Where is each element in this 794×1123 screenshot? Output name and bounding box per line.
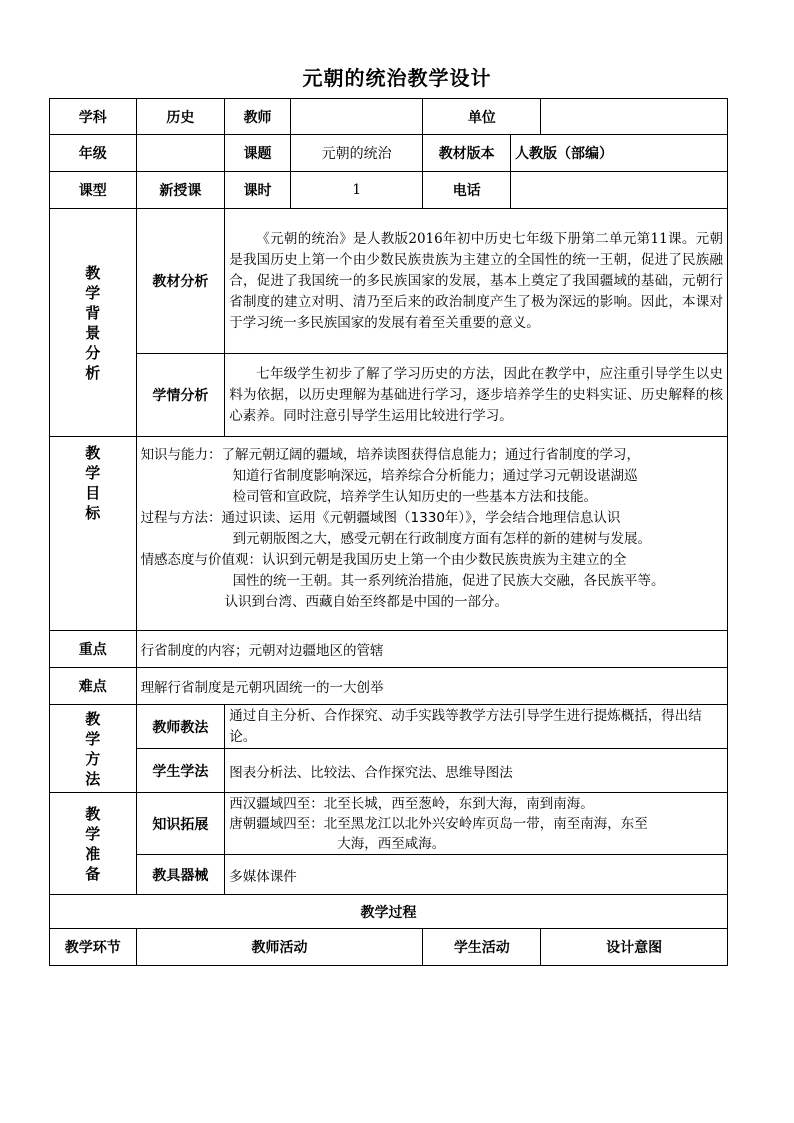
knowledge-label: 知识拓展 [136, 793, 225, 855]
type-label: 课型 [50, 172, 137, 209]
knowledge-line: 大海，西至咸海。 [337, 835, 446, 852]
goal-line: 知道行省制度影响深远，培养综合分析能力；通过学习元朝设谌湖巡 [232, 468, 638, 484]
difficulty-label: 难点 [50, 668, 137, 705]
teacher-value [290, 99, 422, 135]
key-point-label: 重点 [50, 631, 137, 668]
goal-line: 认识到台湾、西藏自始至终都是中国的一部分。 [224, 594, 509, 610]
textbook-analysis-row [50, 209, 728, 354]
student-method-text: 图表分析法、比较法、合作探究法、思维导图法 [225, 749, 728, 793]
difficulty-row [50, 668, 728, 705]
hours-label: 课时 [225, 172, 291, 209]
header-row-3 [50, 172, 728, 209]
difficulty-text: 理解行省制度是元朝巩固统一的一大创举 [136, 668, 727, 705]
methods-section-label: 教 学 方 法 [50, 705, 137, 793]
goal-line: 国性的统一王朝。其一系列统治措施，促进了民族大交融，各民族平等。 [232, 573, 665, 589]
goal-line: 情感态度与价值观：认识到元朝是我国历史上第一个由少数民族贵族为主建立的全 [140, 552, 627, 568]
subject-label: 学科 [50, 99, 137, 135]
tools-label: 教具器械 [136, 855, 225, 895]
teacher-method-row [50, 705, 728, 749]
process-col-teacher: 教师活动 [136, 929, 423, 966]
process-col-stage: 教学环节 [50, 929, 137, 966]
header-row-1 [50, 99, 728, 135]
key-point-row [50, 631, 728, 668]
document-title: 元朝的统治教学设计 [302, 66, 492, 90]
student-analysis-row [50, 354, 728, 437]
goals-text [136, 437, 727, 631]
topic-value: 元朝的统治 [290, 135, 422, 172]
subject-value: 历史 [136, 99, 225, 135]
type-value: 新授课 [136, 172, 225, 209]
knowledge-text [225, 793, 728, 855]
background-section-label: 教 学 背 景 分 析 [50, 209, 137, 437]
knowledge-row [50, 793, 728, 855]
key-point-text: 行省制度的内容；元朝对边疆地区的管辖 [136, 631, 727, 668]
goal-line: 过程与方法：通过识读、运用《元朝疆域图（1330年）》，学会结合地理信息认识 [140, 510, 621, 526]
textbook-analysis-label: 教材分析 [136, 209, 225, 354]
preparation-section-label: 教 学 准 备 [50, 793, 137, 895]
tools-row [50, 855, 728, 895]
unit-value [541, 99, 728, 135]
edition-value: 人教版（部编） [511, 135, 728, 172]
goal-line: 检司管和宣政院，培养学生认知历史的一些基本方法和技能。 [232, 489, 598, 505]
process-header-row [50, 929, 728, 966]
unit-label: 单位 [423, 99, 541, 135]
lesson-plan-table [49, 98, 728, 966]
phone-value [511, 172, 728, 209]
grade-label: 年级 [50, 135, 137, 172]
knowledge-line: 唐朝疆域四至：北至黑龙江以北外兴安岭库页岛一带，南至南海，东至 [229, 815, 648, 832]
grade-value [136, 135, 225, 172]
topic-label: 课题 [225, 135, 291, 172]
teacher-method-label: 教师教法 [136, 705, 225, 749]
process-col-intent: 设计意图 [541, 929, 728, 966]
knowledge-line: 西汉疆域四至：北至长城，西至葱岭，东到大海，南到南海。 [229, 795, 594, 812]
phone-label: 电话 [423, 172, 511, 209]
teacher-method-text: 通过自主分析、合作探究、动手实践等教学方法引导学生进行提炼概括，得出结论。 [225, 705, 728, 749]
goals-section-label: 教 学 目 标 [50, 437, 137, 631]
edition-label: 教材版本 [423, 135, 511, 172]
student-analysis-label: 学情分析 [136, 354, 225, 437]
hours-value: 1 [290, 172, 422, 209]
goal-line: 知识与能力：了解元朝辽阔的疆域，培养读图获得信息能力；通过行省制度的学习， [140, 447, 641, 463]
process-title-row [50, 895, 728, 929]
header-row-2 [50, 135, 728, 172]
textbook-analysis-text: 《元朝的统治》是人教版2016年初中历史七年级下册第二单元第11课。元朝是我国历史上第一个由少数民族贵族为主建立的全国性的统一王朝，促进了民族融合，促进了我国统一的多民族国家的发展，基本上奠定了我国疆域的基础，元朝行省制度的建立对明、清乃至后来的政治制度产生了极为深远的影响。因此，本课对于学习统一多民族国家的发展有着至关重要的意义。 [225, 209, 728, 354]
goal-line: 到元朝版图之大，感受元朝在行政制度方面有怎样的新的建树与发展。 [232, 531, 652, 547]
student-method-label: 学生学法 [136, 749, 225, 793]
goals-row [50, 437, 728, 631]
process-title: 教学过程 [50, 895, 728, 929]
student-method-row [50, 749, 728, 793]
student-analysis-text: 七年级学生初步了解了学习历史的方法，因此在教学中，应注重引导学生以史料为依据，以历史理解为基础进行学习，逐步培养学生的史料实证、历史解释的核心素养。同时注意引导学生运用比较进行学习。 [225, 354, 728, 437]
teacher-label: 教师 [225, 99, 291, 135]
process-col-student: 学生活动 [423, 929, 541, 966]
tools-text: 多媒体课件 [225, 855, 728, 895]
